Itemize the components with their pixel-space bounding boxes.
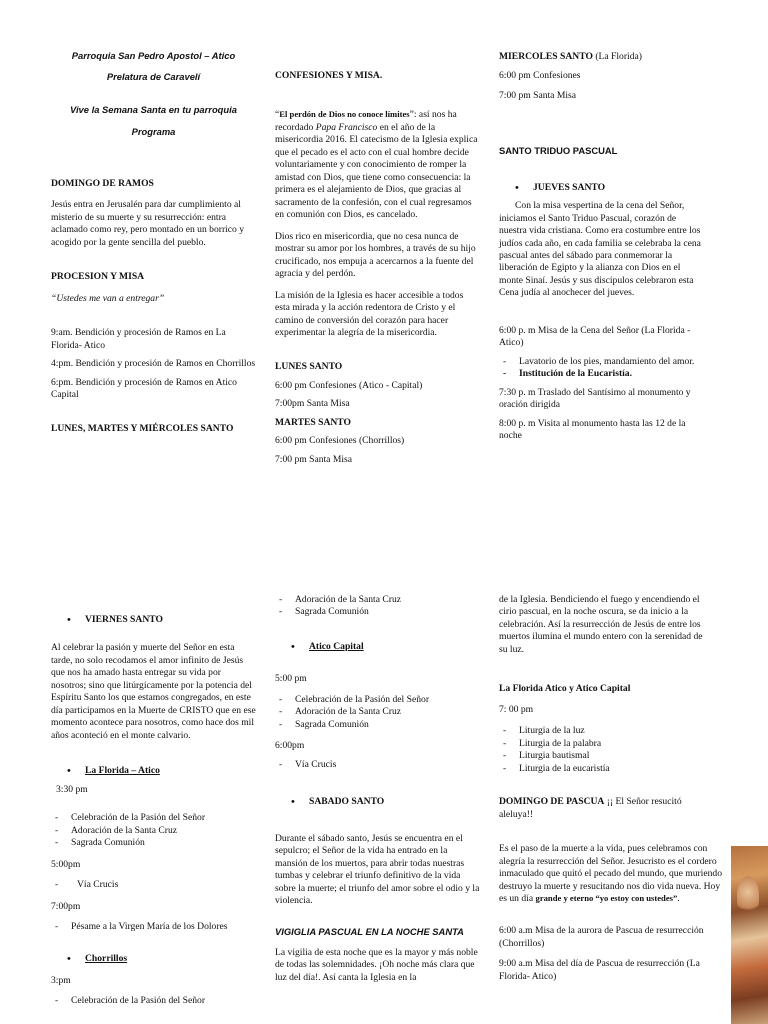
time-label: 5:00 pm	[275, 673, 307, 685]
sabado-santo-heading: • SABADO SANTO	[275, 796, 480, 808]
slogan: Vive la Semana Santa en tu parroquia	[70, 104, 237, 116]
vigilia-text: La vigilia de esta noche que es la mayor y más noble de todas las solemnidades. ¡Oh noche más clara que luz del día!. Así canta la Iglesia en la	[275, 946, 478, 983]
list-item: - Institución de la Eucaristía.	[499, 368, 704, 380]
viernes-santo-text: Al celebrar la pasión y muerte del Señor en esta tarde, no solo recodamos el amor infinito de Jesús que nos ha amado hasta entregar su vida por nosotros; sino que litúrgicamente por la potencia del Espíritu Santo los que estamos congregados, en este día participamos en la Muerte de CRISTO que en ese momento acontece para nosotros, como hace dos mil años aconteció en el monte calvario.	[51, 642, 256, 741]
jueves-schedule: 6:00 p. m Misa de la Cena del Señor (La Florida - Atico)	[499, 324, 691, 349]
procesion-heading: PROCESION Y MISA	[51, 271, 145, 283]
chorrillos-items-list	[51, 995, 256, 1007]
schedule-item: 7:00 pm Santa Misa	[499, 89, 577, 101]
list-item: - Liturgia de la palabra	[499, 738, 704, 750]
schedule-item: 6:00 pm Confesiones (Atico - Capital)	[275, 379, 423, 391]
florida-atico-heading: La Florida Atico y Atico Capital	[499, 683, 631, 695]
domingo-pascua-line: DOMINGO DE PASCUA ¡¡ El Señor resucitó aleluya!!	[499, 796, 682, 820]
sabado-santo-text: Durante el sábado santo, Jesús se encuentra en el sepulcro; el Señor de la vida ha entrado en la mansión de los muertos, para abrir todas nuestras tumbas y celebrar el triunfo definitivo de la vida sobre la muerte; el triunfo del amor sobre el odio y la violencia.	[275, 832, 480, 907]
domingo-pascua-heading: DOMINGO DE PASCUA	[499, 796, 605, 808]
column-3-top	[499, 51, 704, 443]
schedule-item: 6:00 a.m Misa de la aurora de Pascua de resurrección (Chorrillos)	[499, 925, 704, 949]
miercoles-santo-line: MIERCOLES SANTO (La Florida)	[499, 51, 642, 62]
schedule-item: 7:00pm Santa Misa	[275, 398, 350, 410]
schedule-item: 9:00 a.m Misa del día de Pascua de resurrección (La Florida- Atico)	[499, 958, 700, 982]
liturgias-list	[499, 725, 704, 775]
schedule-item: 6:pm. Bendición y procesión de Ramos en Atico Capital	[51, 376, 237, 401]
program-label: Programa	[131, 125, 176, 137]
list-item: - Adoración de la Santa Cruz	[51, 825, 256, 837]
pascua-text: Es el paso de la muerte a la vida, pues celebramos con alegría la resurrección del Señor. Jesucristo es el cordero inmaculado que quitó el pecado del mundo, que muriendo destruyo la muerte y resucitando nos dio vida nueva. Hoy es un día grande y eterno “yo estoy con ustedes”.	[499, 843, 722, 904]
quote-bold: El perdón de Dios no conoce límites	[279, 109, 410, 120]
list-item: - Liturgia de la eucaristía	[499, 763, 704, 775]
list-item: - Liturgia bautismal	[499, 750, 704, 762]
misericordia-paragraph: “El perdón de Dios no conoce límites”: así nos ha recordado Papa Francisco en el año de la misericordia 2016. El catecismo de la Iglesia explica que el pecado es el acto con el cual hombre decide voluntariamente y con conocimiento de romper la amistad con Dios, que tiene como consecuencia: la primera es el alejamiento de Dios, que gracias al sacramento de la confesión, con el cual regresamos en comunión con Dios, es cancelado.	[275, 109, 478, 221]
chorrillos-heading: • Chorrillos	[51, 953, 256, 965]
parish-name: Parroquia San Pedro Apostol – Atico	[71, 50, 236, 61]
time-label: 7:00pm	[51, 900, 81, 912]
atico-capital-heading: • Atico Capital	[275, 641, 480, 653]
lunes-martes-miercoles-heading: LUNES, MARTES Y MIÉRCOLES SANTO	[51, 422, 234, 434]
column-1-bottom	[51, 614, 256, 1008]
list-item: - Celebración de la Pasión del Señor	[51, 995, 256, 1007]
list-item: - Vía Crucis	[51, 879, 256, 891]
list-item: - Sagrada Comunión	[275, 719, 480, 731]
time-label: 6:00pm	[275, 740, 305, 752]
domingo-ramos-text: Jesús entra en Jerusalén para dar cumplimiento al misterio de su muerte y su resurrección: entra aclamado como rey, pero montado en un borrico y acogido por la gente sencilla del pueblo.	[51, 199, 245, 248]
mision-iglesia-paragraph: La misión de la Iglesia es hacer accesible a todos esta mirada y la acción redentora de Cristo y el camino de conversión del corazón para hacer experimentar la alegría de la misericordia.	[275, 289, 464, 338]
procesion-quote: “Ustedes me van a entregar”	[51, 292, 165, 304]
continued-items-list	[275, 594, 480, 619]
vigilia-heading: VIGIGLIA PASCUAL EN LA NOCHE SANTA	[275, 925, 464, 937]
time-label: 7: 00 pm	[499, 703, 534, 715]
atico-items-list	[275, 694, 480, 731]
list-item: - Pésame a la Virgen María de los Dolores	[51, 921, 256, 933]
schedule-item: 4:pm. Bendición y procesión de Ramos en Chorrillos	[51, 358, 256, 370]
time-label: 3:30 pm	[56, 783, 88, 795]
column-2-bottom	[275, 594, 480, 984]
jueves-santo-text: Con la misa vespertina de la cena del Señor, iniciamos el Santo Triduo Pascual, corazón de nuestra vida cristiana. Como era costumbre entre los judíos cada año, en cada familia se celebraba la cena pascual antes del sábado para conmemorar la liberación de Egipto y la alianza con Dios en el monte Sinaí. Jesús y sus discípulos celebraron esta Cena judía al anochecer del jueves.	[499, 200, 701, 299]
vigilia-continued-text: de la Iglesia. Bendiciendo el fuego y encendiendo el cirio pascual, en la noche oscura, se da inicio a la celebración. Así la resurrección de Jesús de entre los muertos ilumina el mundo entero con la serenidad de su luz.	[499, 594, 703, 655]
column-2-top	[275, 70, 480, 466]
list-item: - Adoración de la Santa Cruz	[275, 706, 480, 718]
triduo-heading: SANTO TRIDUO PASCUAL	[499, 145, 618, 157]
lunes-santo-heading: LUNES SANTO	[275, 361, 343, 373]
jueves-items-list	[499, 356, 704, 381]
list-item: - Lavatorio de los pies, mandamiento del amor.	[499, 356, 704, 368]
traslado-schedule: 7:30 p. m Traslado del Santísimo al monumento y oración dirigida	[499, 386, 691, 411]
martes-santo-heading: MARTES SANTO	[275, 416, 351, 428]
column-3-bottom	[499, 594, 722, 983]
schedule-item: 6:00 pm Confesiones (Chorrillos)	[275, 435, 405, 447]
via-crucis-list	[51, 879, 256, 891]
dios-rico-paragraph: Dios rico en misericordia, que no cesa nunca de mostrar su amor por los hombres, a través de su hijo crucificado, nos empuja a acercarnos a la fuente del agracia y del perdón.	[275, 230, 476, 280]
via-crucis-list	[275, 759, 480, 771]
list-item: - Celebración de la Pasión del Señor	[51, 812, 256, 824]
list-item: - Sagrada Comunión	[51, 837, 256, 849]
la-florida-heading: • La Florida – Atico	[51, 765, 256, 777]
confesiones-heading: CONFESIONES Y MISA.	[275, 70, 383, 81]
florida-items-list	[51, 812, 256, 849]
list-item: - Celebración de la Pasión del Señor	[275, 694, 480, 706]
list-item: - Adoración de la Santa Cruz	[275, 594, 480, 606]
viernes-santo-heading: • VIERNES SANTO	[51, 614, 256, 626]
column-1-top	[51, 50, 256, 435]
prelature-name: Prelatura de Caravelí	[106, 71, 201, 83]
schedule-item: 6:00 pm Confesiones	[499, 70, 581, 82]
list-item: - Vía Crucis	[275, 759, 480, 771]
miercoles-santo-heading: MIERCOLES SANTO	[499, 51, 593, 62]
pope-name: Papa Francisco	[315, 121, 378, 133]
time-label: 5:00pm	[51, 858, 81, 870]
jueves-santo-heading: • JUEVES SANTO	[499, 182, 704, 194]
visita-schedule: 8:00 p. m Visita al monumento hasta las 12 de la noche	[499, 417, 686, 442]
religious-image	[731, 846, 768, 1024]
schedule-item: 9:am. Bendición y procesión de Ramos en La Florida- Atico	[51, 327, 226, 351]
list-item: - Liturgia de la luz	[499, 725, 704, 737]
pascua-quote: grande y eterno “yo estoy con ustedes”	[535, 892, 678, 903]
list-item: - Sagrada Comunión	[275, 606, 480, 618]
pesame-list	[51, 921, 256, 933]
time-label: 3:pm	[51, 974, 71, 986]
domingo-ramos-heading: DOMINGO DE RAMOS	[51, 177, 154, 189]
schedule-item: 7:00 pm Santa Misa	[275, 453, 353, 465]
